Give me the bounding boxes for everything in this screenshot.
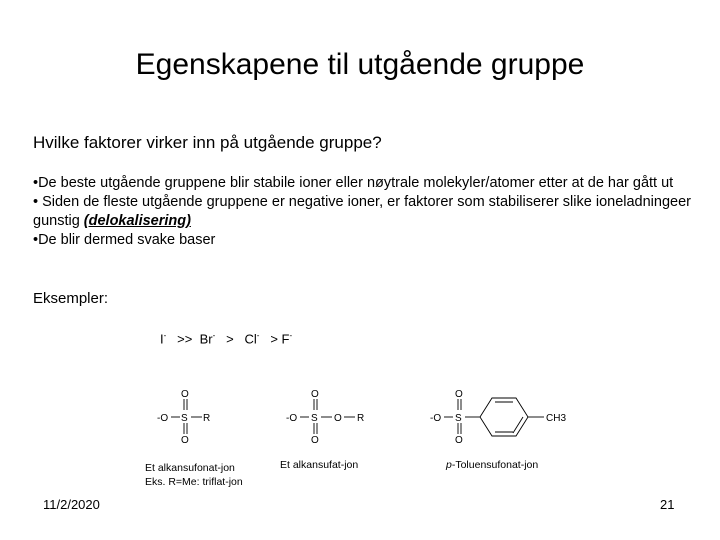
- comparison-strong: >>: [177, 331, 193, 347]
- ion-ranking: [160, 331, 292, 346]
- caption-triflate-example: Eks. R=Me: triflat-jon: [145, 476, 243, 488]
- atom-o-2-ester: O: [334, 413, 342, 424]
- atom-neg-o-3: -O: [430, 413, 442, 424]
- atom-ch3: CH3: [546, 413, 567, 424]
- bullet-1: •De beste utgående gruppene blir stabile ioner eller nøytrale molekyler/atomer etter at de har gått ut: [33, 175, 674, 191]
- caption-tosylate: [445, 459, 538, 471]
- bullet-3: •De blir dermed svake baser: [33, 232, 216, 248]
- bullet-list: [33, 174, 693, 250]
- atom-s-2: S: [311, 413, 318, 424]
- atom-s-3: S: [455, 413, 462, 424]
- bullet-2-emphasis: (delokalisering): [83, 213, 191, 229]
- page-number: 21: [660, 497, 675, 512]
- benzene-ring: [480, 398, 528, 436]
- bullet-2-text: • Siden de fleste utgående gruppene er negative ioner, er faktorer som stabiliserer slike ioneladningeer gunstig: [33, 194, 691, 229]
- atom-o-1-bottom: O: [181, 435, 189, 446]
- atom-s-1: S: [181, 413, 188, 424]
- question-heading: Hvilke faktorer virker inn på utgående gruppe?: [33, 133, 382, 152]
- chemical-structures: [140, 380, 580, 490]
- atom-o-3-bottom: O: [455, 435, 463, 446]
- charge-cl: -: [256, 331, 260, 340]
- atom-o-2-bottom: O: [311, 435, 319, 446]
- charge-f: -: [289, 331, 293, 340]
- structure-alkansulfonate: [157, 389, 210, 446]
- atom-r-1: R: [203, 413, 211, 424]
- atom-o-3-top: O: [455, 389, 463, 400]
- bullet-2: [33, 193, 693, 231]
- ion-bromide: Br: [199, 331, 213, 347]
- caption-alkansulfonate: Et alkansufonat-jon: [145, 462, 235, 474]
- footer-date: 11/2/2020: [43, 497, 100, 512]
- structure-tosylate: [430, 389, 566, 446]
- charge-br: -: [212, 331, 216, 340]
- charge-i: -: [163, 331, 167, 340]
- atom-o-1-top: O: [181, 389, 189, 400]
- slide-title: Egenskapene til utgående gruppe: [135, 48, 585, 81]
- ion-fluoride: F: [281, 331, 290, 347]
- comparison-2: >: [270, 331, 278, 347]
- ion-chloride: Cl: [244, 331, 257, 347]
- atom-r-2: R: [357, 413, 365, 424]
- comparison-1: >: [226, 331, 234, 347]
- atom-o-2-top: O: [311, 389, 319, 400]
- examples-label: Eksempler:: [33, 290, 109, 307]
- ion-iodide: I: [160, 331, 164, 347]
- caption-alkylsulfate: Et alkansufat-jon: [280, 459, 359, 471]
- atom-neg-o-2: -O: [286, 413, 298, 424]
- caption-tosylate-prefix: p: [446, 459, 452, 471]
- caption-tosylate-rest: -Toluensufonat-jon: [451, 459, 539, 471]
- atom-neg-o-1: -O: [157, 413, 169, 424]
- structure-alkylsulfate: [286, 389, 364, 446]
